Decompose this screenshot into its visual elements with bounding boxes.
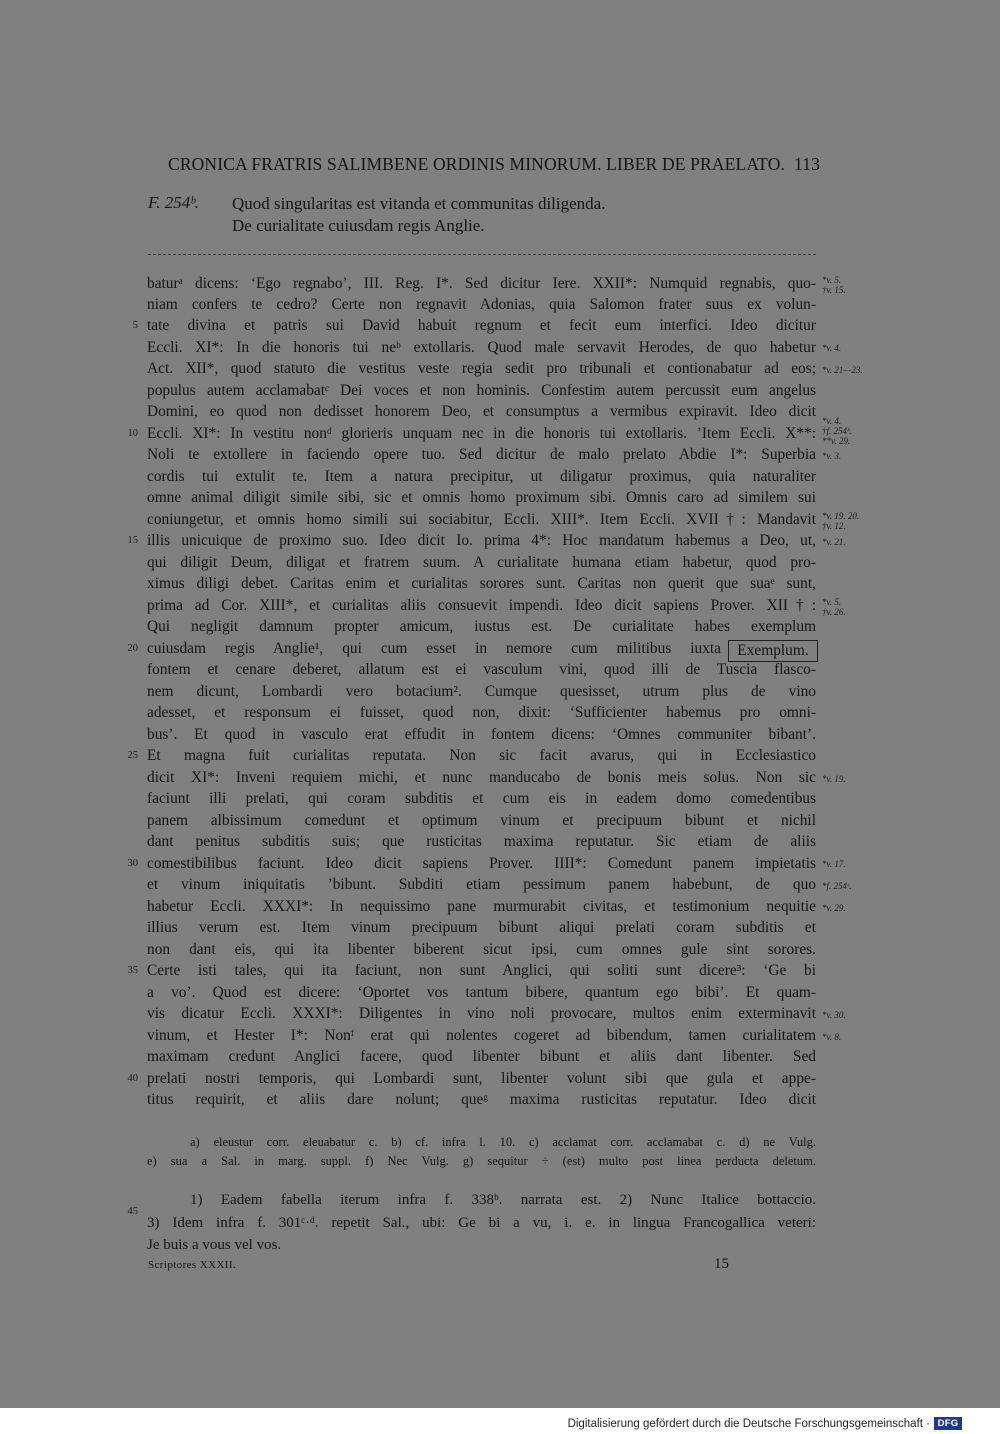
text-line: prelati nostri temporis, qui Lombardi sunt, libenter volunt sibi que gula et appe- [147,1070,816,1087]
line-number: 35 [127,965,138,976]
line-number: 5 [132,320,138,331]
text-line: qui diligit Deum, diligat et fratrem suum. A curialitate humana etiam habetur, quod pro- [147,554,816,571]
heading-line: Quod singularitas est vitanda et communitas diligenda. [232,194,606,213]
text-line: illius verum est. Item vinum precipuum bibunt aliqui prelati coram subditis et [147,919,816,936]
text-line: habetur Eccli. XXXI*: In nequissimo pane murmurabit civitas, et testimonium nequitie [147,898,816,915]
running-head [168,154,820,175]
dfg-logo: DFG [934,1417,962,1430]
heading-line: De curialitate cuiusdam regis Anglie. [232,216,485,235]
footnote-line: Je buis a vous vel vos. [147,1237,282,1253]
line-number: 40 [127,1073,138,1084]
margin-note: *v. 30. [822,1010,846,1020]
line-number: 10 [127,428,138,439]
margin-note: *v. 3. [822,451,842,461]
text-line: populus autem acclamabatᶜ Dei voces et non hominis. Confestim autem percussit eum angelus [147,382,816,399]
text-line: titus requirit, et aliis dare nolunt; queᵍ maxima rusticitas reputatur. Ideo dicit [147,1091,816,1108]
text-line: comestibilibus faciunt. Ideo dicit sapiens Prover. IIII*: Comedunt panem impietatis [147,855,816,872]
text-line: Domini, eo quod non dedisset honorem Deo, et consumptus a vermibus expiravit. Ideo dicit [147,403,816,420]
text-line: cordis tui extulit te. Item a natura precipitur, ut diligatur proximus, quia naturaliter [147,468,816,485]
text-line: niam confers te cedro? Certe non regnavit Adonias, quia Salomon frater suus ex volun- [147,296,816,313]
text-line: bus’. Et quod in vasculo erat effudit in fontem dicens: ‘Omnes communiter bibant’. [147,726,816,743]
margin-note: *v. 5. †v. 15. [822,275,846,295]
margin-note: *v. 4. †f. 254ᵇ. **v. 29. [822,416,852,446]
dashed-rule [148,254,816,255]
text-line: Qui negligit damnum propter amicum, iustus est. De curialitate habes exemplum [147,618,816,635]
margin-note: *v. 5. †v. 26. [822,597,846,617]
text-line: tate divina et patris sui David habuit regnum et fecit eum interfici. Ideo dicitur [147,317,816,334]
margin-note: *v. 21—23. [822,365,863,375]
text-line: vis dicatur Eccli. XXXI*: Diligentes in vino noli provocare, multos enim exterminavit [147,1005,816,1022]
exemplum-label: Exemplum. [737,642,809,659]
line-number: 25 [127,750,138,761]
text-line: dicit XI*: Inveni requiem michi, et nunc manducabo de bonis meis solus. Non sic [147,769,816,786]
text-line: maximam credunt Anglici facere, quod libenter bibunt et aliis dant libenter. Sed [147,1048,816,1065]
text-line: Et magna fuit curialitas reputata. Non sic facit avarus, qui in Ecclesiastico [147,747,816,764]
text-line: a vo’. Quod est dicere: ‘Oportet vos tantum bibere, quantum ego bibi’. Et quam- [147,984,816,1001]
text-line: faciunt illi prelati, qui coram subditis et cum eis in eadem domo comedentibus [147,790,816,807]
running-head-title: CRONICA FRATRIS SALIMBENE ORDINIS MINORUM. LIBER DE PRAELATO. [168,154,786,174]
folio-reference: F. 254ᵇ. [148,193,200,212]
funding-footer [568,1417,962,1430]
text-line: Eccli. XI*: In die honoris tui neᵇ extollaris. Quod male servavit Herodes, de quo habetur [147,339,816,356]
text-line: adesset, et responsum ei fuisset, quod non, dixit: ‘Sufficienter habemus pro omni- [147,704,816,721]
margin-note: *v. 8. [822,1032,842,1042]
apparatus-line: a) eleustur corr. eleuabatur c. b) cf. infra l. 10. c) acclamat corr. acclamabat c. d) ne Vulg. [190,1135,816,1149]
text-line: panem albissimum comedunt et optimum vinum et precipuum bibunt et nichil [147,812,816,829]
text-line: baturᵃ dicens: ‘Ego regnabo’, III. Reg. I*. Sed dicitur Iere. XXII*: Numquid regnabis, quo- [147,275,816,292]
funding-note: Digitalisierung gefördert durch die Deutsche Forschungsgemeinschaft · [567,1417,930,1430]
sheet-number: 15 [714,1256,729,1272]
text-line: nem dicunt, Lombardi vero botacium². Cumque quesisset, utrum plus de vino [147,683,816,700]
text-line: omne animal diligit simile sibi, sic et omnis homo proximum sibi. Omnis caro ad similem sui [147,489,816,506]
apparatus-line: e) sua a Sal. in marg. suppl. f) Nec Vulg. g) sequitur ÷ (est) multo post linea perducta deletum. [147,1154,816,1168]
text-line: Act. XII*, quod statuto die vestitus veste regia sedit pro tribunali et contionabatur ad eos; [147,360,816,377]
text-line: et vinum iniquitatis ’bibunt. Subditi etiam pessimum panem habebunt, de quo [147,876,816,893]
footnote-line: 3) Idem infra f. 301ᶜ·ᵈ. repetit Sal., ubi: Ge bi a vu, i. e. in lingua Francogallica veteri: [147,1215,816,1231]
margin-note: *v. 19. [822,774,846,784]
text-line: non dant eis, qui ita libenter biberent sicut ipsi, cum omnes gule sint sorores. [147,941,816,958]
text-line: vinum, et Hester I*: Nonᶠ erat qui nolentes cogeret ad bibendum, tamen curialitatem [147,1027,816,1044]
margin-note: *v. 21. [822,537,846,547]
text-line: prima ad Cor. XIII*, et curialitas aliis consuevit impendi. Ideo dicit sapiens Prover. XII†: [147,597,816,614]
margin-note: *v. 19. 20. †v. 12. [822,511,860,531]
text-line: dant penitus subditis suis; que rusticitas maxima reputatur. Sic etiam de aliis [147,833,816,850]
text-line: coniungetur, et omnis homo simili sui sociabitur, Eccli. XIII*. Item Eccli. XVII†: Mandavit [147,511,816,528]
text-line: Certe isti tales, qui ita faciunt, non sunt Anglici, qui soliti sunt dicere³: ‘Ge bi [147,962,816,979]
footnote-line: 1) Eadem fabella iterum infra f. 338ᵇ. narrata est. 2) Nunc Italice bottaccio. [190,1192,816,1208]
exemplum-marginal-box [728,640,818,662]
margin-note: *v. 29. [822,903,846,913]
text-line: ximus diligi debet. Caritas enim et curialitas sorores sunt. Caritas non querit que suaᵉ sunt, [147,575,816,592]
text-line: cuiusdam regis Anglie¹, qui cum esset in nemore cum militibus iuxta [147,640,721,657]
text-line: Noli te extollere in faciendo opere tuo. Sed dicitur de malo prelato Abdie I*: Superbia [147,446,816,463]
section-heading [232,193,605,237]
margin-note: *v. 17. [822,859,846,869]
page-number: 113 [793,154,820,174]
text-line: Eccli. XI*: In vestitu nonᵈ glorieris unquam nec in die honoris tui extollaris. ’Item Eccli. X**: [147,425,816,442]
line-number: 20 [127,643,138,654]
signature-mark: Scriptores XXXII. [148,1259,237,1271]
line-number: 15 [127,535,138,546]
margin-note: *f. 254ᶜ. [822,881,852,891]
margin-note: *v. 4. [822,343,842,353]
line-number: 45 [127,1206,138,1217]
text-line: illis unicuique de proximo suo. Ideo dicit Io. prima 4*: Hoc mandatum habemus a Deo, ut, [147,532,816,549]
text-line: fontem et cenare deberet, allatum est ei vasculum vini, quod illi de Tuscia flasco- [147,661,816,678]
line-number: 30 [127,858,138,869]
